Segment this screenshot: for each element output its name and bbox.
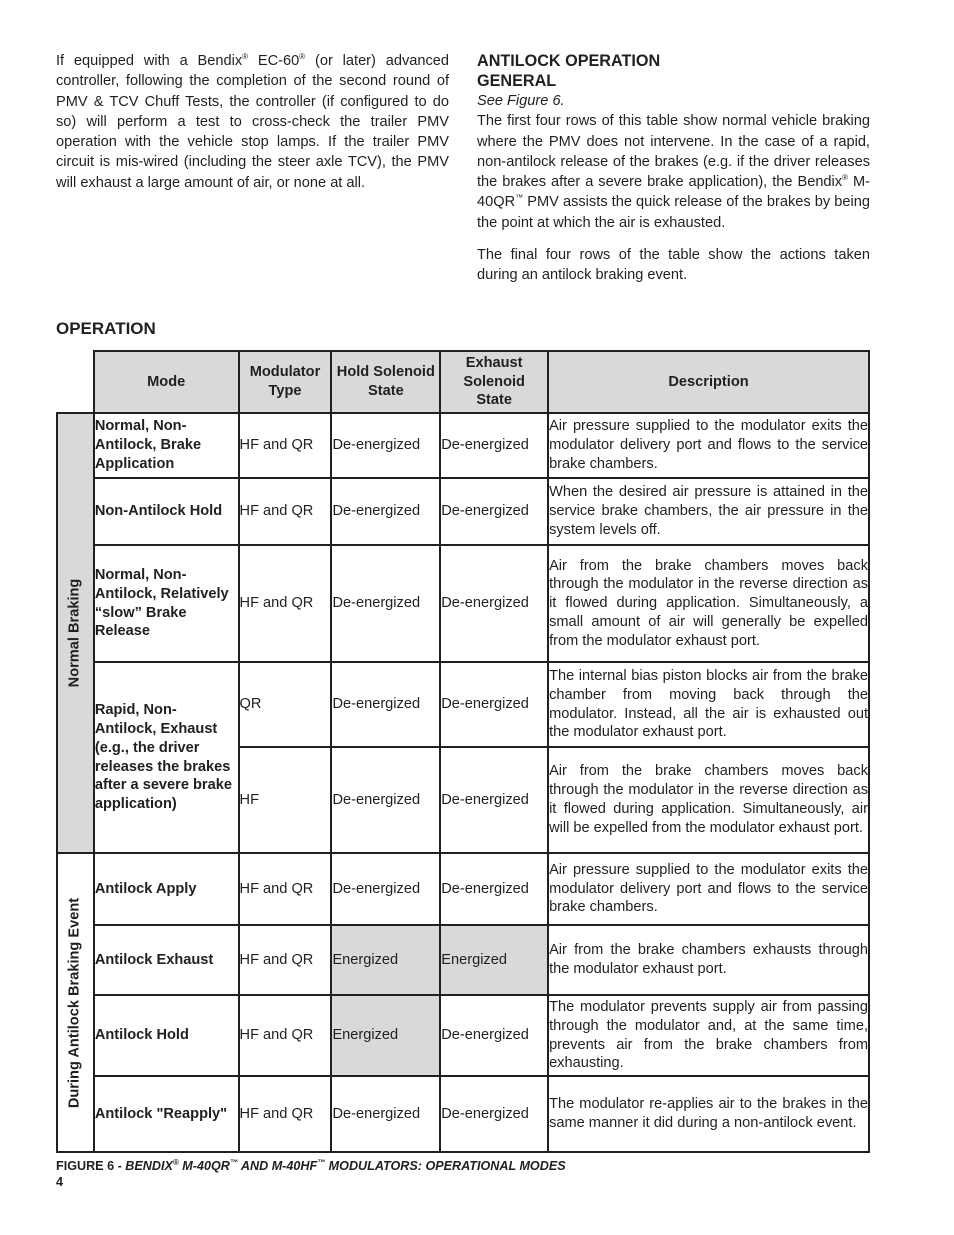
header-mode: Mode	[94, 351, 239, 413]
group-label-normal-braking: Normal Braking	[57, 413, 94, 853]
table-row: Normal Braking Normal, Non-Antilock, Brake Application HF and QR De-energized De-energized Air pressure supplied to the modulator exits the modulator delivery port and flows to the service brake chambers.	[57, 413, 869, 478]
table-row: Antilock Exhaust HF and QR Energized Energized Air from the brake chambers exhausts through the modulator exhaust port.	[57, 925, 869, 995]
group-label-antilock-event: During Antilock Braking Event	[57, 853, 94, 1152]
table-row: Normal, Non-Antilock, Relatively “slow” Brake Release HF and QR De-energized De-energized Air from the brake chambers moves back through the modulator in the reverse direction as it flowed during application. Simultaneously, a small amount of air will generally be expelled from the modulator exhaust port.	[57, 545, 869, 662]
figure-caption: FIGURE 6 - BENDIX® M-40QR™ AND M-40HF™ MODULATORS: OPERATIONAL MODES	[56, 1157, 566, 1173]
general-paragraph-2: The final four rows of the table show the actions taken during an antilock braking event.	[477, 247, 870, 284]
intro-paragraph: If equipped with a Bendix® EC-60® (or later) advanced controller, following the completion of the second round of PMV & TCV Chuff Tests, the controller (if configured to do so) will perform a test to cross-check the trailer PMV operation with the vehicle stop lamps. If the trailer PMV circuit is mis-wired (including the steer axle TCV), the PMV will exhaust a large amount of air, or none at all.	[56, 52, 450, 191]
header-modulator-type: Modulator Type	[239, 351, 332, 413]
general-paragraph-1: The first four rows of this table show normal vehicle braking where the PMV does not intervene. In the case of a rapid, non-antilock release of the brakes (e.g. if the driver releases the brakes after a severe brake application), the Bendix® M-40QR™ PMV assists the quick release of the brakes by being the point at which the air is exhausted.	[477, 113, 870, 231]
table-row: Non-Antilock Hold HF and QR De-energized De-energized When the desired air pressure is attained in the service brake chambers, the air pressure in the system levels off.	[57, 478, 869, 545]
table-header-row	[57, 351, 869, 413]
table-row: Antilock Hold HF and QR Energized De-energized The modulator prevents supply air from passing through the modulator and, at the same time, prevents air from the brake chambers from exhausting.	[57, 995, 869, 1076]
operational-modes-table	[56, 350, 870, 1153]
table-row: During Antilock Braking Event Antilock Apply HF and QR De-energized De-energized Air pressure supplied to the modulator exits the modulator delivery port and flows to the service brake chambers.	[57, 853, 869, 925]
header-hold-solenoid: Hold Solenoid State	[331, 351, 440, 413]
figure-reference: See Figure 6.	[477, 93, 565, 109]
header-description: Description	[548, 351, 869, 413]
page-number: 4	[56, 1175, 64, 1189]
antilock-section	[477, 51, 870, 286]
table-row: Rapid, Non-Antilock, Exhaust (e.g., the driver releases the brakes after a severe brake application) QR De-energized De-energized The internal bias piston blocks air from the brake chamber from moving back through the modulator. Instead, all the air is exhausted out the modulator exhaust port.	[57, 662, 869, 747]
table-row: HF De-energized De-energized Air from the brake chambers moves back through the modulator in the reverse direction as it flowed during application. Simultaneously, air will be expelled from the modulator exhaust port.	[57, 747, 869, 853]
table-row: Antilock "Reapply" HF and QR De-energized De-energized The modulator re-applies air to the brakes in the same manner it did during a non-antilock event.	[57, 1076, 869, 1152]
subsection-heading: GENERAL	[477, 72, 557, 90]
section-heading: ANTILOCK OPERATION	[477, 52, 661, 70]
header-exhaust-solenoid: Exhaust Solenoid State	[440, 351, 548, 413]
operation-heading: OPERATION	[56, 319, 156, 338]
